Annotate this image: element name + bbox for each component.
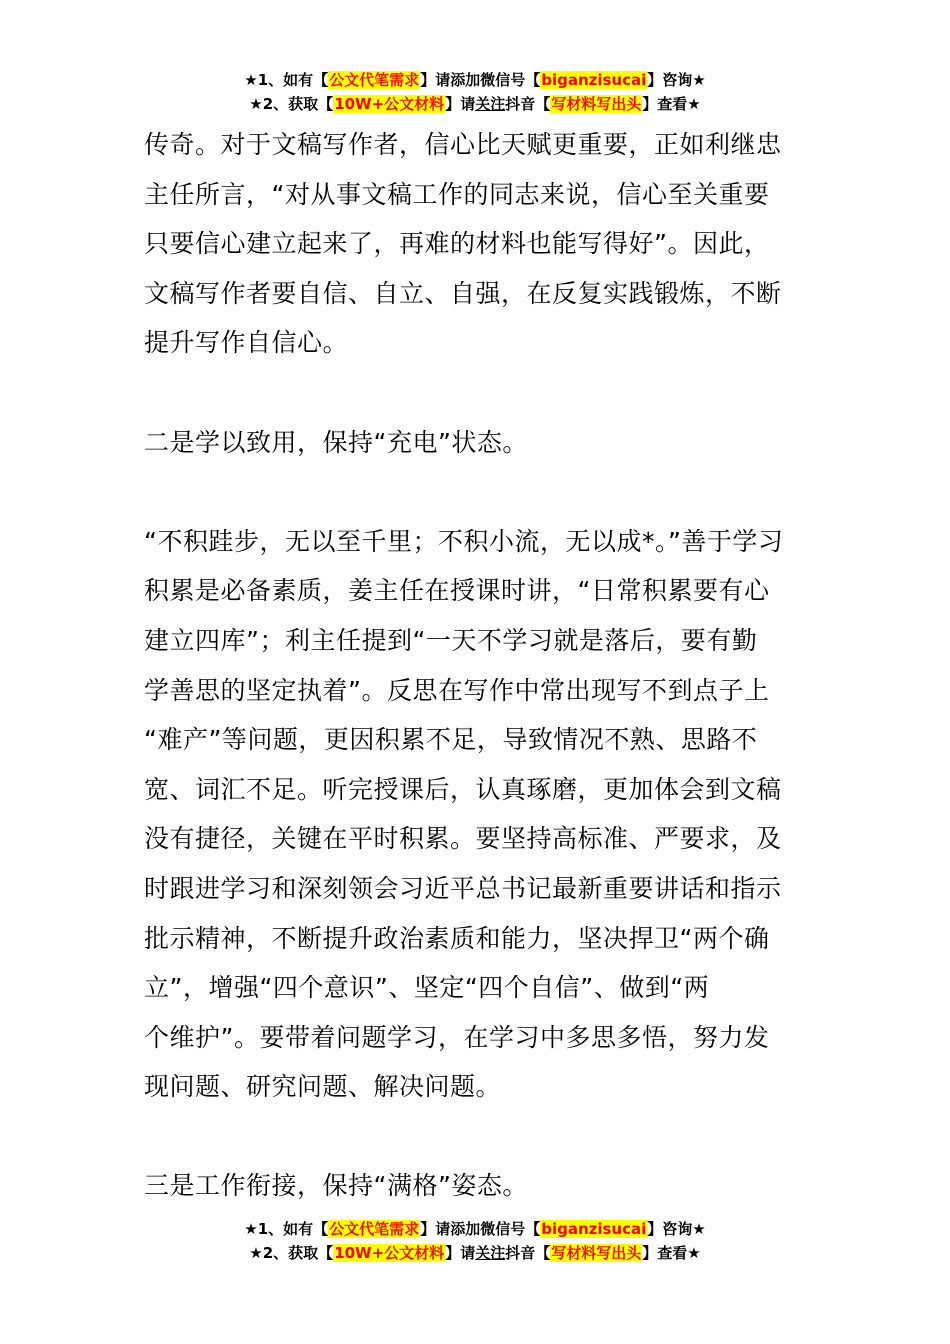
banner-text: 抖音【 — [505, 95, 551, 113]
text-line: 批示精神，不断提升政治素质和能力，坚决捍卫“两个确 — [144, 923, 770, 953]
banner-text: 】请添加微信号【 — [420, 1220, 541, 1238]
footer-banner — [0, 1217, 950, 1265]
text-line: 传奇。对于文稿写作者，信心比天赋更重要，正如利继忠 — [144, 130, 782, 159]
text-line: 宽、词汇不足。听完授课后，认真琢磨，更加体会到文稿 — [144, 774, 782, 804]
text-line: 立”，增强“四个意识”、坚定“四个自信”、做到“两 — [144, 973, 710, 1003]
banner-text: 】查看★ — [642, 1244, 701, 1262]
text-line: 只要信心建立起来了，再难的材料也能写得好”。因此， — [144, 229, 770, 259]
text-line: 提升写作自信心。 — [144, 328, 349, 358]
paragraph — [144, 517, 814, 1112]
header-banner — [0, 68, 950, 116]
text-line: 现问题、研究问题、解决问题。 — [144, 1072, 502, 1102]
paragraph-continuation — [144, 120, 814, 368]
heading-line: 二是学以致用，保持“充电”状态。 — [144, 427, 528, 457]
banner-highlight: biganzisucai — [541, 71, 647, 89]
banner-text: 】请 — [445, 1244, 476, 1262]
banner-highlight: 公文代笔需求 — [329, 1220, 420, 1238]
banner-text: ★2、获取【 — [249, 1244, 334, 1262]
paragraph-gap — [144, 368, 814, 418]
text-line: 积累是必备素质，姜主任在授课时讲，“日常积累要有心 — [144, 576, 770, 606]
text-line: 没有捷径，关键在平时积累。要坚持高标准、严要求，及 — [144, 824, 782, 854]
banner-highlight: 10W+公文材料 — [334, 95, 445, 113]
banner-text: 】查看★ — [642, 95, 701, 113]
banner-text: ★2、获取【 — [249, 95, 334, 113]
banner-text: 】请添加微信号【 — [420, 71, 541, 89]
banner-highlight: 10W+公文材料 — [334, 1244, 445, 1262]
banner-line-1 — [0, 68, 950, 92]
banner-text: ★1、如有【 — [244, 71, 329, 89]
banner-highlight: 公文代笔需求 — [329, 71, 420, 89]
banner-line-1 — [0, 1217, 950, 1241]
banner-underlined-text: 关注 — [475, 95, 506, 113]
banner-text: 抖音【 — [505, 1244, 551, 1262]
banner-underlined-text: 关注 — [475, 1244, 506, 1262]
banner-text: 】咨询★ — [647, 71, 706, 89]
banner-highlight: 写材料写出头 — [551, 95, 642, 113]
text-line: 学善思的坚定执着”。反思在写作中常出现写不到点子上 — [144, 675, 770, 705]
text-line: 时跟进学习和深刻领会习近平总书记最新重要讲话和指示 — [144, 873, 782, 903]
section-heading — [144, 1161, 814, 1211]
banner-line-2 — [0, 1241, 950, 1265]
banner-text: 】请 — [445, 95, 476, 113]
text-line: “难产”等问题，更因积累不足，导致情况不熟、思路不 — [144, 725, 758, 755]
banner-text: ★1、如有【 — [244, 1220, 329, 1238]
text-line: 主任所言，“对从事文稿工作的同志来说，信心至关重要 — [144, 179, 770, 209]
text-line: “不积跬步，无以至千里；不积小流，无以成*。”善于学习 — [144, 526, 784, 556]
heading-line: 三是工作衔接，保持“满格”姿态。 — [144, 1171, 528, 1201]
text-line: 个维护”。要带着问题学习，在学习中多思多悟，努力发 — [144, 1022, 770, 1052]
document-body — [144, 120, 814, 1211]
text-line: 文稿写作者要自信、自立、自强，在反复实践锻炼，不断 — [144, 278, 782, 308]
banner-highlight: 写材料写出头 — [551, 1244, 642, 1262]
paragraph-gap — [144, 1112, 814, 1162]
banner-line-2 — [0, 92, 950, 116]
section-heading — [144, 418, 814, 468]
paragraph-gap — [144, 467, 814, 517]
text-line: 建立四库”；利主任提到“一天不学习就是落后，要有勤 — [144, 625, 758, 655]
banner-highlight: biganzisucai — [541, 1220, 647, 1238]
banner-text: 】咨询★ — [647, 1220, 706, 1238]
